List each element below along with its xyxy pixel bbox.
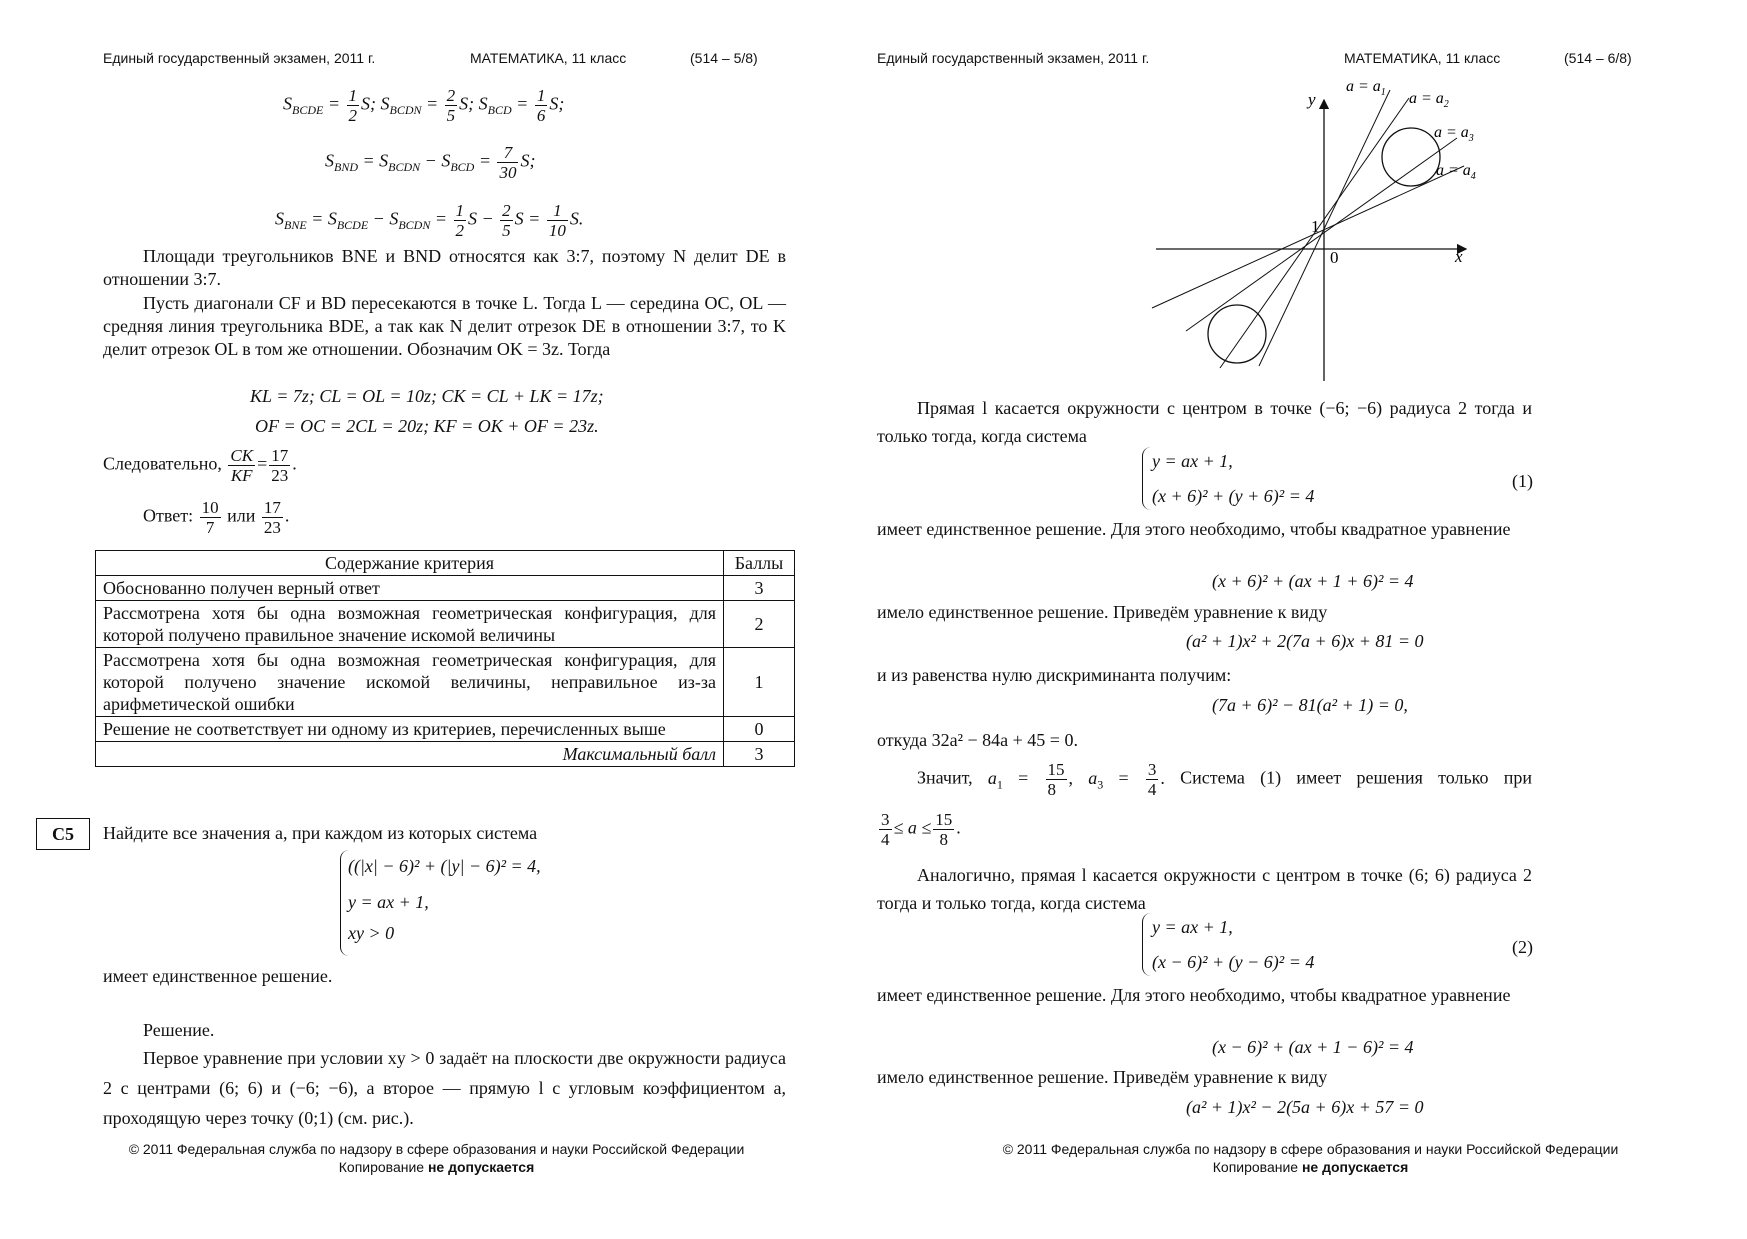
circle-lower-left	[1208, 305, 1266, 363]
system-eq-3: xy > 0	[348, 923, 395, 943]
criteria-table	[95, 550, 795, 767]
y-axis-label: y	[1308, 90, 1316, 109]
table-header-row	[96, 551, 795, 576]
criteria-header: Содержание критерия	[96, 551, 724, 576]
paragraph-tangent-2: Аналогично, прямая l касается окружности с центром в точке (6; 6) радиуса 2 тогда и только тогда, когда система	[877, 865, 1532, 913]
paragraph-6: Значит, $a_1$ = $\frac{15}{8}$ , $a_3$ = $\frac{3}{4}$ . Система (1) имеет решения только при	[917, 760, 1533, 799]
paragraph-ratio: Площади треугольников BNE и BND относятся как 3:7, поэтому N делит DE в отношении 3:7.	[103, 246, 786, 289]
therefore-line: Следовательно, $\frac{CK}{KF}$ = $\frac{17}{23}$ .	[103, 446, 297, 485]
label-a3: $a = a_3$	[1434, 124, 1474, 144]
score-header: Баллы	[724, 551, 795, 576]
right-page	[874, 0, 1747, 1239]
label-a1: $a = a_1$	[1346, 78, 1386, 98]
equation-quadratic-1: (x + 6)² + (ax + 1 + 6)² = 4	[1212, 571, 1414, 591]
left-page	[0, 0, 873, 1239]
system-1-eq-1: y = ax + 1,	[1152, 451, 1233, 471]
equation-reduced-2: (a² + 1)x² − 2(5a + 6)x + 57 = 0	[1186, 1097, 1424, 1117]
label-a2: $a = a_2$	[1409, 90, 1449, 110]
system-2-eq-1: y = ax + 1,	[1152, 917, 1233, 937]
paragraph-4: и из равенства нулю дискриминанта получим:	[877, 665, 1232, 685]
equation-of: OF = OC = 2CL = 20z; KF = OK + OF = 23z.	[255, 416, 599, 436]
paragraph-diagonals: Пусть диагонали CF и BD пересекаются в точке L. Тогда L — середина OC, OL — средняя линия треугольника BDE, а так как N делит отрезок DE в отношении 3:7, то K делит отрезок OL в том же отношении. Обозначим OK = 3z. Тогда	[103, 293, 786, 359]
footer: © 2011 Федеральная служба по надзору в сфере образования и науки Российской Федерации Копирование не допускается	[1002, 1141, 1619, 1175]
equation-discriminant: (7a + 6)² − 81(a² + 1) = 0,	[1212, 695, 1408, 715]
system-2-number: (2)	[1512, 937, 1533, 957]
paragraph-2: имеет единственное решение. Для этого необходимо, чтобы квадратное уравнение	[877, 519, 1511, 539]
equation-quadratic-2: (x − 6)² + (ax + 1 − 6)² = 4	[1212, 1037, 1414, 1057]
answer-line: Ответ: $\frac{10}{7}$ или $\frac{17}{23}$ .	[143, 498, 290, 537]
system-eq-1: ((|x| − 6)² + (|y| − 6)² = 4,	[348, 856, 541, 876]
table-row-max: Максимальный балл 3	[96, 742, 795, 767]
system-eq-2: y = ax + 1,	[348, 892, 429, 912]
paragraph-8: имеет единственное решение. Для этого необходимо, чтобы квадратное уравнение	[877, 985, 1511, 1005]
task-label-c5: C5	[36, 818, 90, 850]
solution-label: Решение.	[143, 1020, 215, 1040]
label-a4: $a = a_4$	[1436, 162, 1476, 182]
area-equation-3: $S_{BNE} = S_{BCDE} - S_{BCDN}$ = $\frac{1}{2}$ S − $\frac{2}{5}$ S = $\frac{1}{10}$ S.	[275, 201, 584, 240]
footer: © 2011 Федеральная служба по надзору в сфере образования и науки Российской Федерации Копирование не допускается	[128, 1141, 745, 1175]
paragraph-9: имело единственное решение. Приведём уравнение к виду	[877, 1067, 1328, 1087]
header-subject: МАТЕМАТИКА, 11 класс	[1344, 50, 1501, 66]
paragraph-tangent-1: Прямая l касается окружности с центром в точке (−6; −6) радиуса 2 тогда и только тогда, когда система	[877, 398, 1532, 446]
tangent-lines-figure	[1144, 78, 1474, 388]
task-statement: Найдите все значения a, при каждом из которых система	[103, 823, 538, 843]
paragraph-5: откуда 32a² − 84a + 45 = 0.	[877, 730, 1078, 750]
header-code: (514 – 6/8)	[1564, 50, 1632, 66]
table-row: Рассмотрена хотя бы одна возможная геометрическая конфигурация, для которой получено значение искомой величины, неправильное из-за арифметической ошибки 1	[96, 648, 795, 717]
header-subject: МАТЕМАТИКА, 11 класс	[470, 50, 627, 66]
table-row: Решение не соответствует ни одному из критериев, перечисленных выше 0	[96, 717, 795, 742]
system-2-eq-2: (x − 6)² + (y − 6)² = 4	[1152, 952, 1315, 972]
equation-reduced-1: (a² + 1)x² + 2(7a + 6)x + 81 = 0	[1186, 631, 1424, 651]
system-1-eq-2: (x + 6)² + (y + 6)² = 4	[1152, 486, 1315, 506]
header-code: (514 – 5/8)	[690, 50, 758, 66]
line-a4	[1152, 166, 1464, 308]
area-equation-1: $S_{BCDE}$ = $\frac{1}{2}$ S; $S_{BCDN}$ = $\frac{2}{5}$ S; $S_{BCD}$ = $\frac{1}{6}$ S;	[283, 86, 565, 125]
task-end: имеет единственное решение.	[103, 966, 333, 986]
system-1-number: (1)	[1512, 471, 1533, 491]
inequality-line: $\frac{3}{4}$ ≤ a ≤ $\frac{15}{8}$ .	[881, 810, 961, 849]
area-equation-2: $S_{BND} = S_{BCDN} - S_{BCD}$ = $\frac{7}{30}$ S;	[325, 143, 536, 182]
circle-upper-right	[1382, 128, 1440, 186]
equation-kl: KL = 7z; CL = OL = 10z; CK = CL + LK = 17z;	[250, 386, 604, 406]
solution-text: Первое уравнение при условии xy > 0 задаёт на плоскости две окружности радиуса 2 с центрами (6; 6) и (−6; −6), а второе — прямую l с угловым коэффициентом a, проходящую через точку (0;1) (см. рис.).	[103, 1048, 786, 1128]
line-a3	[1186, 138, 1457, 331]
table-row: Обоснованно получен верный ответ 3	[96, 576, 795, 601]
origin-label: 0	[1330, 248, 1339, 267]
table-row: Рассмотрена хотя бы одна возможная геометрическая конфигурация, для которой получено правильное значение искомой величины 2	[96, 601, 795, 648]
one-label: 1	[1311, 217, 1320, 236]
x-axis-label: x	[1455, 247, 1463, 266]
header-exam: Единый государственный экзамен, 2011 г.	[103, 50, 376, 66]
header-exam: Единый государственный экзамен, 2011 г.	[877, 50, 1150, 66]
paragraph-3: имело единственное решение. Приведём уравнение к виду	[877, 602, 1328, 622]
